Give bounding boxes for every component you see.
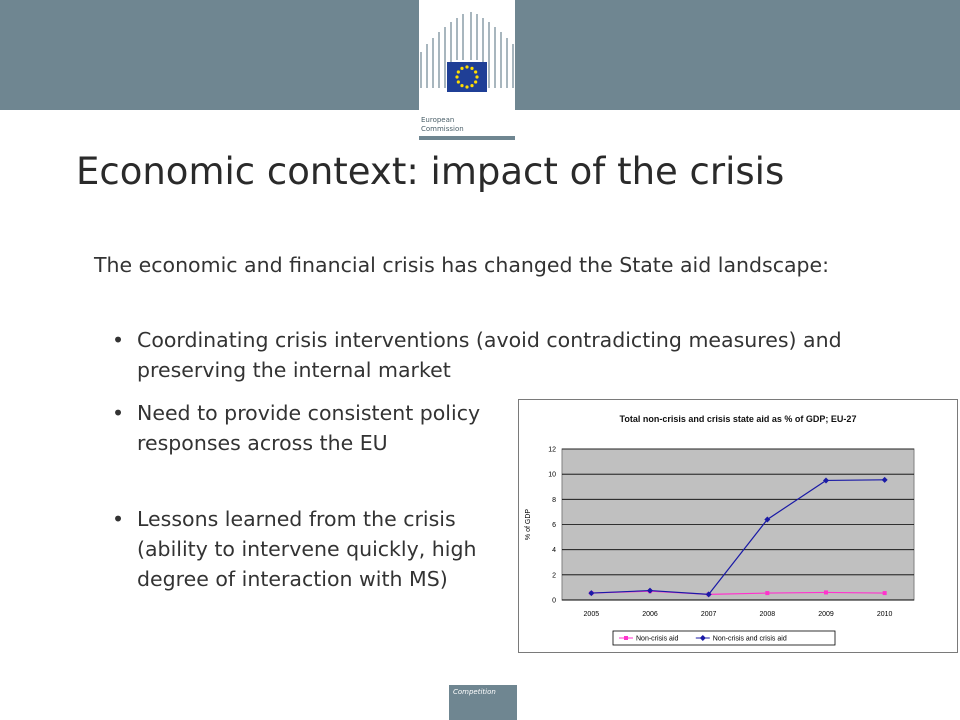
legend-label-1: Non-crisis aid	[636, 635, 679, 643]
y-tick-label: 12	[548, 446, 556, 454]
legend-swatch-marker	[624, 636, 628, 640]
eu-star	[457, 70, 460, 73]
x-tick-label: 2010	[876, 611, 893, 618]
x-tick-label: 2005	[583, 611, 600, 618]
eu-star	[457, 80, 460, 83]
bullet-text-1: Coordinating crisis interventions (avoid contradicting measures) and preserving the internal market	[137, 328, 842, 382]
logo-text-line1: European	[421, 116, 455, 124]
building-icon	[419, 0, 515, 140]
chart-title: Total non-crisis and crisis state aid as % of GDP; EU-27	[619, 414, 857, 424]
page-title: Economic context: impact of the crisis	[76, 150, 785, 193]
bullet-icon: •	[112, 328, 125, 352]
eu-star	[465, 85, 468, 88]
y-tick-label: 6	[552, 522, 556, 529]
bullet-text-3: Lessons learned from the crisis (ability to intervene quickly, high degree of interaction with MS)	[137, 507, 477, 591]
y-tick-label: 0	[552, 597, 556, 605]
eu-star	[474, 80, 477, 83]
eu-star	[470, 84, 473, 87]
legend-label-2: Non-crisis and crisis aid	[712, 635, 787, 643]
chart-svg	[519, 400, 957, 652]
x-tick-label: 2008	[759, 611, 776, 618]
intro-paragraph: The economic and financial crisis has changed the State aid landscape:	[94, 253, 830, 277]
data-point	[883, 591, 887, 595]
y-axis-label: % of GDP	[525, 508, 532, 541]
x-tick-label: 2006	[642, 611, 658, 618]
eu-star	[475, 75, 478, 78]
eu-star	[455, 75, 458, 78]
bullet-icon: •	[112, 507, 125, 531]
bullet-icon: •	[112, 401, 125, 425]
state-aid-chart	[518, 399, 958, 653]
bullet-text-2: Need to provide consistent policy responses across the EU	[137, 401, 481, 455]
data-point	[765, 591, 769, 595]
data-point	[824, 590, 828, 594]
y-tick-label: 4	[552, 547, 556, 555]
footer-tab	[449, 685, 517, 720]
x-tick-label: 2007	[700, 611, 717, 618]
eu-star	[465, 65, 468, 68]
y-tick-label: 8	[552, 496, 556, 504]
footer-tab-label: Competition	[453, 688, 496, 696]
european-commission-logo	[419, 0, 515, 140]
y-tick-label: 2	[552, 572, 556, 580]
y-tick-label: 10	[548, 471, 556, 479]
x-tick-label: 2009	[818, 611, 834, 618]
eu-star	[474, 70, 477, 73]
eu-star	[460, 67, 463, 70]
logo-text-line2: Commission	[421, 125, 464, 133]
eu-star	[460, 84, 463, 87]
eu-star	[470, 67, 473, 70]
